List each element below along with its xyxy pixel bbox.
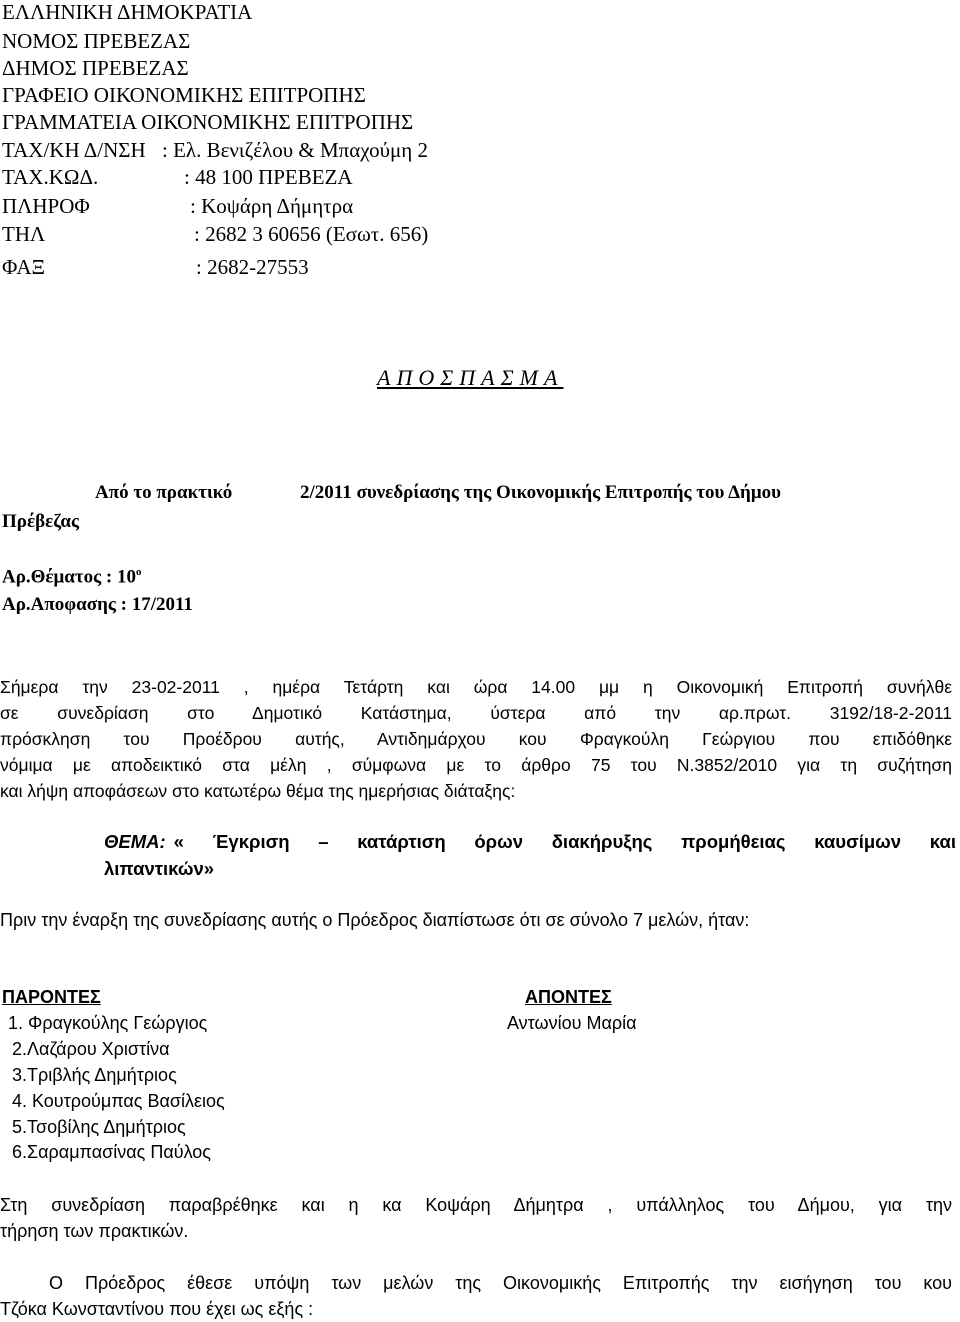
present-member: 5.Τσοβίλης Δημήτριος: [12, 1117, 186, 1137]
quorum-statement: Πριν την έναρξη της συνεδρίασης αυτής ο Πρόεδρος διαπίστωσε ότι σε σύνολο 7 μελών, ήταν:: [0, 910, 750, 930]
minutes-municipality: Πρέβεζας: [2, 511, 80, 532]
intro-line: σε συνεδρίαση στο Δημοτικό Κατάστημα, ύστερα από την αρ.πρωτ. 3192/18-2-2011: [0, 703, 952, 723]
present-member: 3.Τριβλής Δημήτριος: [12, 1065, 177, 1085]
phone-value: : 2682 3 60656 (Εσωτ. 656): [194, 222, 429, 246]
closing-line-last: Τζόκα Κωνσταντίνου που έχει ως εξής :: [0, 1299, 314, 1319]
subject-number-sup: ο: [136, 566, 142, 578]
header-line-republic: ΕΛΛΗΝΙΚΗ ΔΗΜΟΚΡΑΤΙΑ: [2, 0, 253, 24]
absent-heading: ΑΠΟΝΤΕΣ: [525, 987, 612, 1007]
postal-label: ΤΑΧ.ΚΩΔ.: [2, 165, 99, 189]
theme-text: « Έγκριση – κατάρτιση όρων διακήρυξης προμήθειας καυσίμων και: [173, 831, 956, 852]
address-label: ΤΑΧ/ΚΗ Δ/ΝΣΗ: [2, 138, 146, 162]
fax-label: ΦΑΞ: [2, 255, 46, 279]
present-member: 6.Σαραμπασίνας Παύλος: [12, 1142, 211, 1162]
present-heading: ΠΑΡΟΝΤΕΣ: [2, 987, 101, 1007]
info-label: ΠΛΗΡΟΦ: [2, 194, 90, 218]
intro-line: νόμιμα με αποδεικτικό στα μέλη , σύμφωνα με το άρθρο 75 του Ν.3852/2010 για τη συζήτηση: [0, 755, 952, 775]
phone-label: ΤΗΛ: [2, 222, 46, 246]
header-line-secretariat: ΓΡΑΜΜΑΤΕΙΑ ΟΙΚΟΝΟΜΙΚΗΣ ΕΠΙΤΡΟΠΗΣ: [2, 110, 414, 134]
address-value: : Ελ. Βενιζέλου & Μπαχούμη 2: [162, 138, 429, 162]
header-line-office: ΓΡΑΦΕΙΟ ΟΙΚΟΝΟΜΙΚΗΣ ΕΠΙΤΡΟΠΗΣ: [2, 83, 366, 107]
present-member: 2.Λαζάρου Χριστίνα: [12, 1039, 170, 1059]
intro-line: πρόσκληση του Προέδρου αυτής, Αντιδημάρχου κου Φραγκούλη Γεώργιου που επιδόθηκε: [0, 729, 952, 749]
absent-member: Αντωνίου Μαρία: [507, 1013, 637, 1033]
header-line-prefecture: ΝΟΜΟΣ ΠΡΕΒΕΖΑΣ: [2, 29, 191, 53]
present-member: 4. Κουτρούμπας Βασίλειος: [12, 1091, 225, 1111]
closing-line: Ο Πρόεδρος έθεσε υπόψη των μελών της Οικονομικής Επιτροπής την εισήγηση του κου: [49, 1273, 952, 1293]
theme-label: ΘΕΜΑ:: [104, 831, 166, 852]
document-title: ΑΠΟΣΠΑΣΜΑ: [377, 365, 564, 390]
theme-line-1: [104, 831, 956, 853]
intro-line-last: και λήψη αποφάσεων στο κατωτέρω θέμα της ημερήσιας διάταξης:: [0, 781, 516, 801]
decision-number: Αρ.Αποφασης : 17/2011: [2, 594, 193, 615]
info-value: : Κοψάρη Δήμητρα: [190, 194, 354, 218]
secretary-line-last: τήρηση των πρακτικών.: [0, 1221, 189, 1241]
postal-value: : 48 100 ΠΡΕΒΕΖΑ: [184, 165, 353, 189]
fax-value: : 2682-27553: [196, 255, 309, 279]
subject-number: [2, 566, 142, 588]
secretary-line: Στη συνεδρίαση παραβρέθηκε και η κα Κοψάρη Δήμητρα , υπάλληλος του Δήμου, για την: [0, 1195, 952, 1215]
present-member: 1. Φραγκούλης Γεώργιος: [8, 1013, 208, 1033]
intro-line: Σήμερα την 23-02-2011 , ημέρα Τετάρτη και ώρα 14.00 μμ η Οικονομική Επιτροπή συνήλθε: [0, 677, 952, 697]
subject-number-text: Αρ.Θέματος : 10: [2, 566, 137, 588]
minutes-session: 2/2011 συνεδρίασης της Οικονομικής Επιτροπής του Δήμου: [300, 482, 781, 503]
theme-line-2: λιπαντικών»: [104, 858, 215, 879]
header-line-municipality: ΔΗΜΟΣ ΠΡΕΒΕΖΑΣ: [2, 56, 189, 80]
minutes-from: Από το πρακτικό: [95, 482, 233, 503]
